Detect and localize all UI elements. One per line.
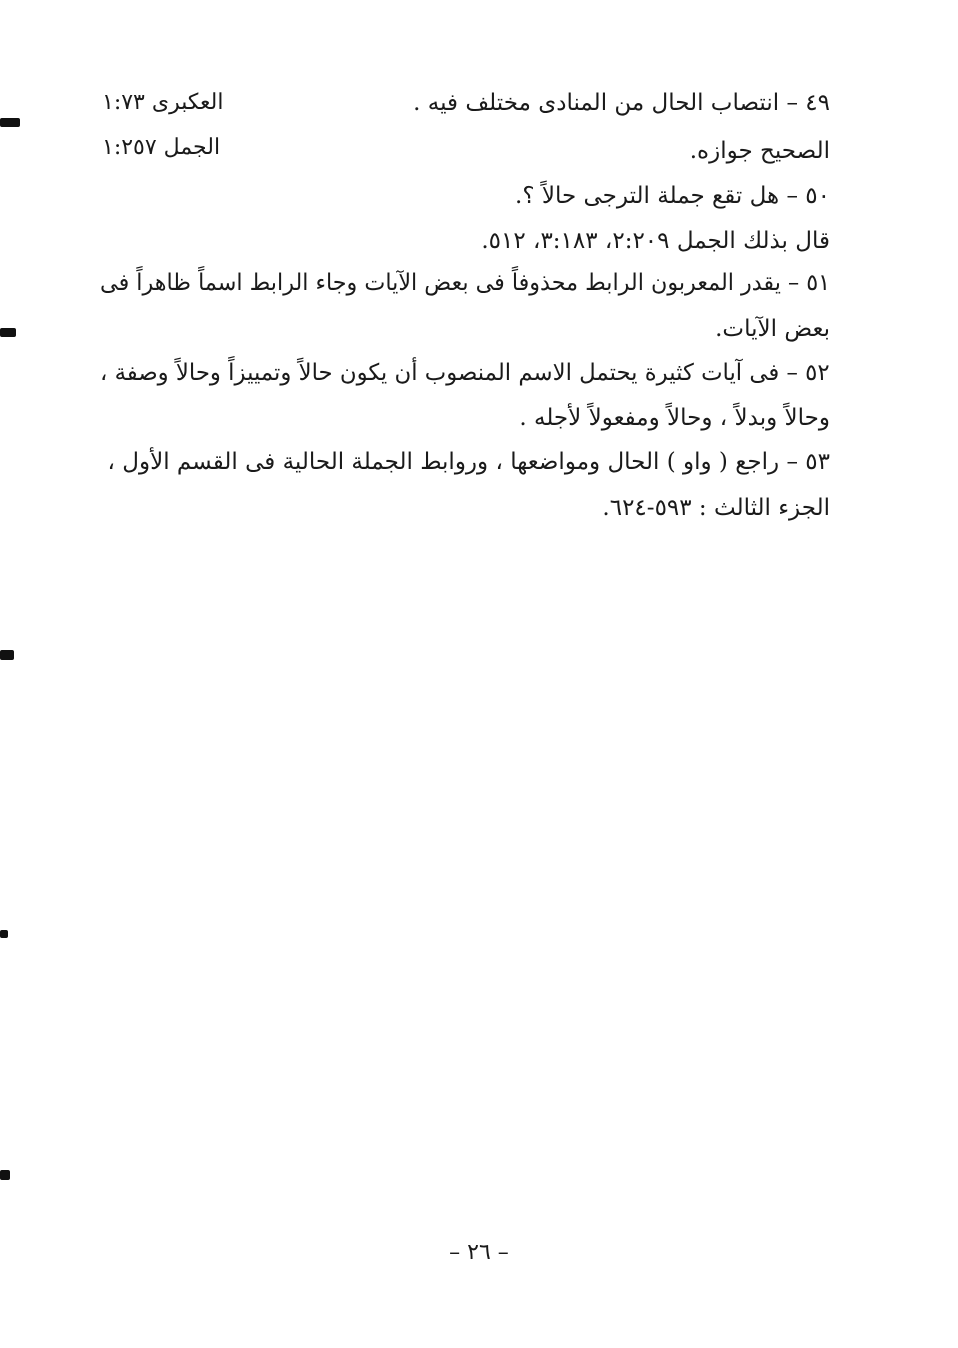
entry-line: بعض الآيات.	[715, 316, 830, 342]
entry-line: ٥٠ – هل تقع جملة الترجى حالاً ؟.	[515, 183, 830, 209]
entry-line: الصحيح جوازه.	[689, 138, 830, 164]
scan-mark	[0, 118, 20, 127]
scan-mark	[0, 328, 16, 337]
entry-line: ٥٢ – فى آيات كثيرة يحتمل الاسم المنصوب أن يكون حالاً وتمييزاً وحالاً وصفة ،	[100, 360, 830, 386]
entry-line: ٥٣ – راجع ( واو ) الحال ومواضعها ، وروابط الجملة الحالية فى القسم الأول ،	[107, 449, 830, 475]
scan-mark	[0, 930, 8, 938]
scan-mark	[0, 1170, 10, 1180]
entry-line: الجزء الثالث : ٥٩٣-٦٢٤.	[602, 495, 830, 521]
page-number: – ٢٦ –	[449, 1240, 509, 1265]
reference-note: العكبرى ١:٧٣	[102, 90, 224, 115]
entry-line: قال بذلك الجمل ٢:٢٠٩، ٣:١٨٣، ٥١٢.	[481, 228, 830, 254]
entry-line: ٤٩ – انتصاب الحال من المنادى مختلف فيه .	[413, 90, 830, 116]
scan-mark	[0, 650, 14, 660]
reference-note: الجمل ١:٢٥٧	[102, 135, 221, 160]
entry-line: وحالاً وبدلاً ، وحالاً ومفعولاً لأجله .	[519, 405, 830, 431]
entry-line: ٥١ – يقدر المعربون الرابط محذوفاً فى بعض الآيات وجاء الرابط اسماً ظاهراً فى	[99, 270, 830, 296]
